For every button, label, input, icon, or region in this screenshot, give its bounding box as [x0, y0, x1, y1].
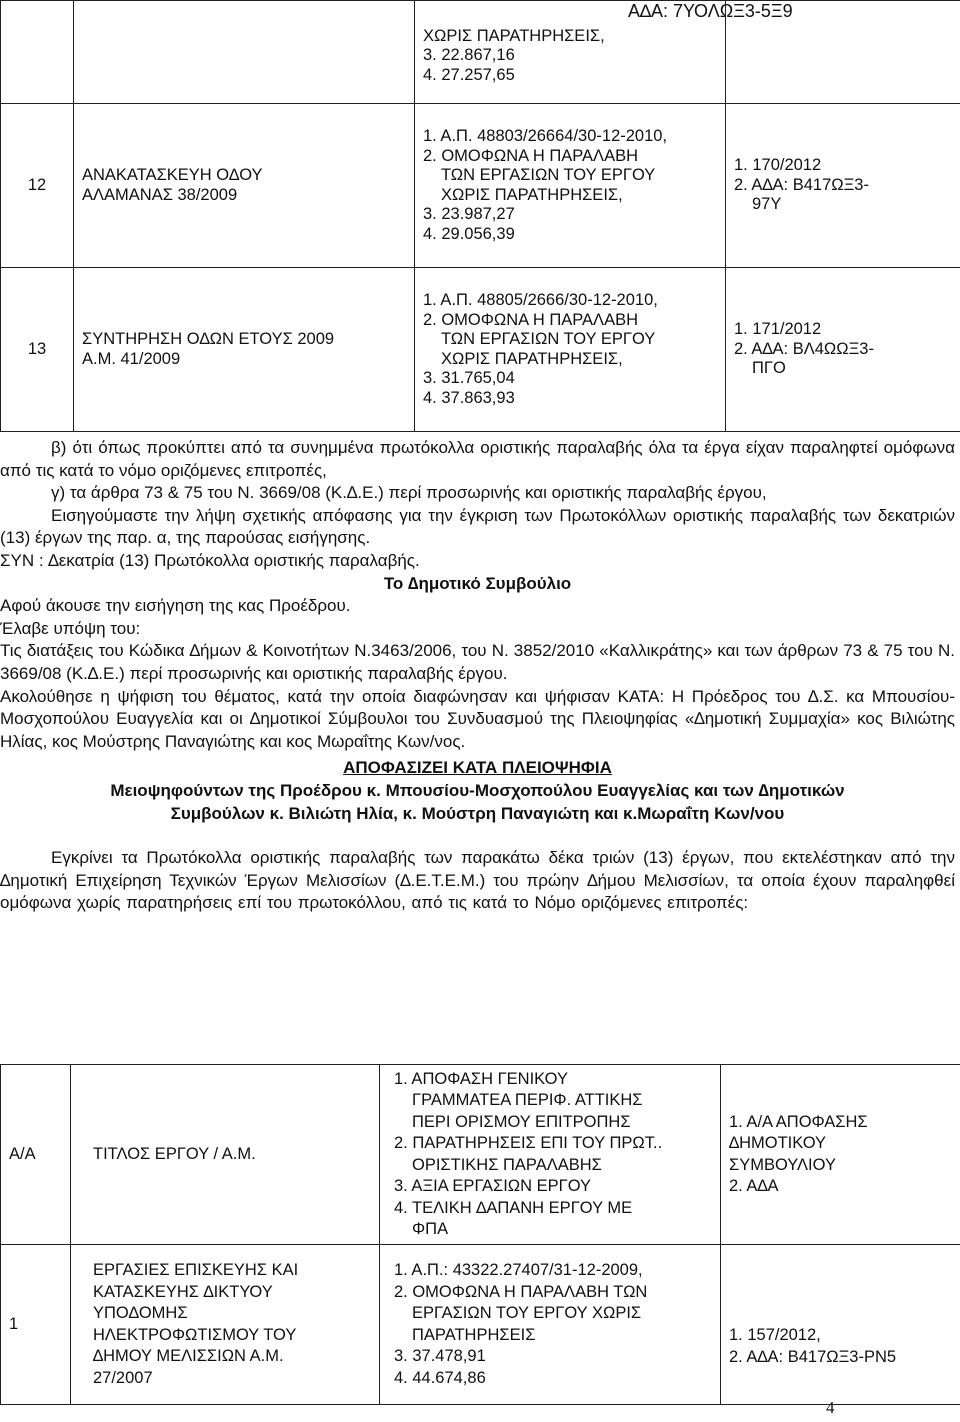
work-title: ΣΥΝΤΗΡΗΣΗ Ο∆ΩΝ ΕΤΟΥΣ 2009 Α.Μ. 41/2009: [74, 268, 415, 432]
header-details: 1. ΑΠΟΦΑΣΗ ΓΕΝΙΚΟΥ ΓΡΑΜΜΑΤΕΑ ΠΕΡΙΦ. ΑΤΤΙΚΗΣ ΠΕΡΙ ΟΡΙΣΜΟΥ ΕΠΙΤΡΟΠΗΣ 2. ΠΑΡΑΤΗΡΗΣΕΙΣ ΕΠΙ ΤΟΥ ΠΡΩΤ.. ΟΡΙΣΤΙΚΗΣ ΠΑΡΑΛΑΒΗΣ 3. ΑΞΙΑ ΕΡΓΑΣΙΩΝ ΕΡΓΟΥ 4. ΤΕΛΙΚΗ ∆ΑΠΑΝΗ ΕΡΓΟΥ ΜΕ ΦΠΑ: [380, 1065, 721, 1245]
value-amount-works: 3. 22.867,16: [423, 46, 515, 64]
paragraph-propose: Εισηγούμαστε την λήψη σχετικής απόφασης για την έγκριση των Πρωτοκόλλων οριστικής παραλαβής των δεκατριών (13) έργων της παρ. α, της παρούσας εισήγησης.: [0, 505, 955, 548]
row-number: 12: [1, 104, 74, 268]
row-number: 13: [1, 268, 74, 432]
table-row: [1, 104, 960, 268]
work-title: ΕΡΓΑΣΙΕΣ ΕΠΙΣΚΕΥΗΣ ΚΑΙ ΚΑΤΑΣΚΕΥΗΣ ∆ΙΚΤΥΟΥ ΥΠΟ∆ΟΜΗΣ ΗΛΕΚΤΡΟΦΩΤΙΣΜΟΥ ΤΟΥ ∆ΗΜΟΥ ΜΕΛΙΣΣΙΩΝ Α.Μ. 27/2007: [71, 1245, 380, 1405]
body-text: [0, 437, 955, 915]
council-decision: 1. 171/2012 2. Α∆Α: ΒΛ4ΩΩΞ3- ΠΓΟ: [726, 268, 960, 432]
table-cell-details: ΧΩΡΙΣ ΠΑΡΑΤΗΡΗΣΕΙΣ, 3. 22.867,16 4. 27.257,65: [415, 1, 726, 104]
paragraph-approve: Εγκρίνει τα Πρωτόκολλα οριστικής παραλαβής των παρακάτω δέκα τριών (13) έργων, που εκτελέστηκαν από την ∆ημοτική Επιχείρηση Τεχνικών Έργων Μελισσίων (∆.Ε.Τ.Ε.Μ.) του πρώην ∆ήμου Μελισσίων, τα οποία έχουν παραληφθεί ομόφωνα χωρίς παρατηρήσεις επί του πρωτοκόλλου, από τις κατά το Νόμο οριζόμενες επιτροπές:: [0, 848, 955, 913]
paragraph-attachments: ΣΥΝ : ∆εκατρία (13) Πρωτόκολλα οριστικής παραλαβής.: [0, 550, 420, 570]
value-amount-total: 4. 27.257,65: [423, 65, 515, 84]
paragraph-b: β) ότι όπως προκύπτει από τα συνημμένα πρωτόκολλα οριστικής παραλαβής όλα τα έργα είχαν παραληφτεί ομόφωνα από τις κατά το νόμο οριζόμενες επιτροπές,: [0, 438, 955, 480]
page-number: 4: [826, 1398, 835, 1417]
table-row: [1, 1, 960, 104]
paragraph-considered: Έλαβε υπόψη του:: [0, 618, 141, 638]
row-number: 1: [1, 1245, 71, 1405]
table-cell-decision: [726, 1, 960, 104]
council-decision: 1. 157/2012, 2. Α∆Α: Β417ΩΞ3-ΡΝ5: [721, 1245, 960, 1405]
table-row: [1, 268, 960, 432]
paragraph-vote: Ακολούθησε η ψήφιση του θέματος, κατά την οποία διαφώνησαν και ψήφισαν ΚΑΤΑ: Η Πρόεδρος του ∆.Σ. κα Μπουσίου-Μοσχοπούλου Ευαγγελία και οι ∆ημοτικοί Σύμβουλοι του Συνδυασμού της Πλειοψηφίας «∆ημοτική Συμμαχία» κος Βιλιώτης Ηλίας, κος Μούστρης Παναγιώτης και κος Μωραΐτης Κων/νος.: [0, 686, 955, 751]
header-title: ΤΙΤΛΟΣ ΕΡΓΟΥ / Α.Μ.: [71, 1065, 380, 1245]
table-cell-title: [74, 1, 415, 104]
works-table-continued: [0, 0, 960, 432]
table-header-row: [1, 1065, 960, 1245]
work-details: 1. Α.Π. 48803/26664/30-12-2010, 2. ΟΜΟΦΩΝΑ Η ΠΑΡΑΛΑΒΗ ΤΩΝ ΕΡΓΑΣΙΩΝ ΤΟΥ ΕΡΓΟΥ ΧΩΡΙΣ ΠΑΡΑΤΗΡΗΣΕΙΣ, 3. 23.987,27 4. 29.056,39: [415, 104, 726, 268]
header-decision: 1. Α/Α ΑΠΟΦΑΣΗΣ ∆ΗΜΟΤΙΚΟΥ ΣΥΜΒΟΥΛΙΟΥ 2. Α∆Α: [721, 1065, 960, 1245]
table-cell-num: [1, 1, 74, 104]
paragraph-provisions: Τις διατάξεις του Κώδικα ∆ήμων & Κοινοτήτων Ν.3463/2006, του Ν. 3852/2010 «Καλλικράτης» και των άρθρων 73 & 75 του Ν. 3669/08 (Κ.∆.Ε.) περί προσωρινής και οριστικής παραλαβής έργου.: [0, 641, 955, 683]
paragraph-heard: Αφού άκουσε την εισήγηση της κας Προέδρου.: [0, 596, 351, 616]
council-heading: Το ∆ημοτικό Συμβούλιο: [383, 573, 572, 593]
work-title: ΑΝΑΚΑΤΑΣΚΕΥΗ Ο∆ΟΥ ΑΛΑΜΑΝΑΣ 38/2009: [74, 104, 415, 268]
paragraph-c: γ) τα άρθρα 73 & 75 του Ν. 3669/08 (Κ.∆.Ε.) περί προσωρινής και οριστικής παραλαβής έργου,: [51, 483, 767, 503]
council-decision: 1. 170/2012 2. Α∆Α: Β417ΩΞ3- 97Υ: [726, 104, 960, 268]
work-details: 1. Α.Π. 48805/2666/30-12-2010, 2. ΟΜΟΦΩΝΑ Η ΠΑΡΑΛΑΒΗ ΤΩΝ ΕΡΓΑΣΙΩΝ ΤΟΥ ΕΡΓΟΥ ΧΩΡΙΣ ΠΑΡΑΤΗΡΗΣΕΙΣ, 3. 31.765,04 4. 37.863,93: [415, 268, 726, 432]
works-table: [0, 1064, 960, 1405]
work-details: 1. Α.Π.: 43322.27407/31-12-2009, 2. ΟΜΟΦΩΝΑ Η ΠΑΡΑΛΑΒΗ ΤΩΝ ΕΡΓΑΣΙΩΝ ΤΟΥ ΕΡΓΟΥ ΧΩΡΙΣ ΠΑΡΑΤΗΡΗΣΕΙΣ 3. 37.478,91 4. 44.674,86: [380, 1245, 721, 1405]
minority-line-2: Συμβούλων κ. Βιλιώτη Ηλία, κ. Μούστρη Παναγιώτη και κ.Μωραΐτη Κων/νου: [170, 803, 785, 823]
decision-heading: ΑΠΟΦΑΣΙΖΕΙ ΚΑΤΑ ΠΛΕΙΟΨΗΦΙΑ: [343, 758, 612, 778]
table-row: [1, 1245, 960, 1405]
minority-line-1: Μειοψηφούντων της Προέδρου κ. Μπουσίου-Μοσχοπούλου Ευαγγελίας και των ∆ημοτικών: [110, 780, 845, 800]
header-aa: Α/Α: [1, 1065, 71, 1245]
ada-code-header: Α∆Α: 7ΥΟΛΩΞ3-5Ξ9: [628, 1, 793, 21]
